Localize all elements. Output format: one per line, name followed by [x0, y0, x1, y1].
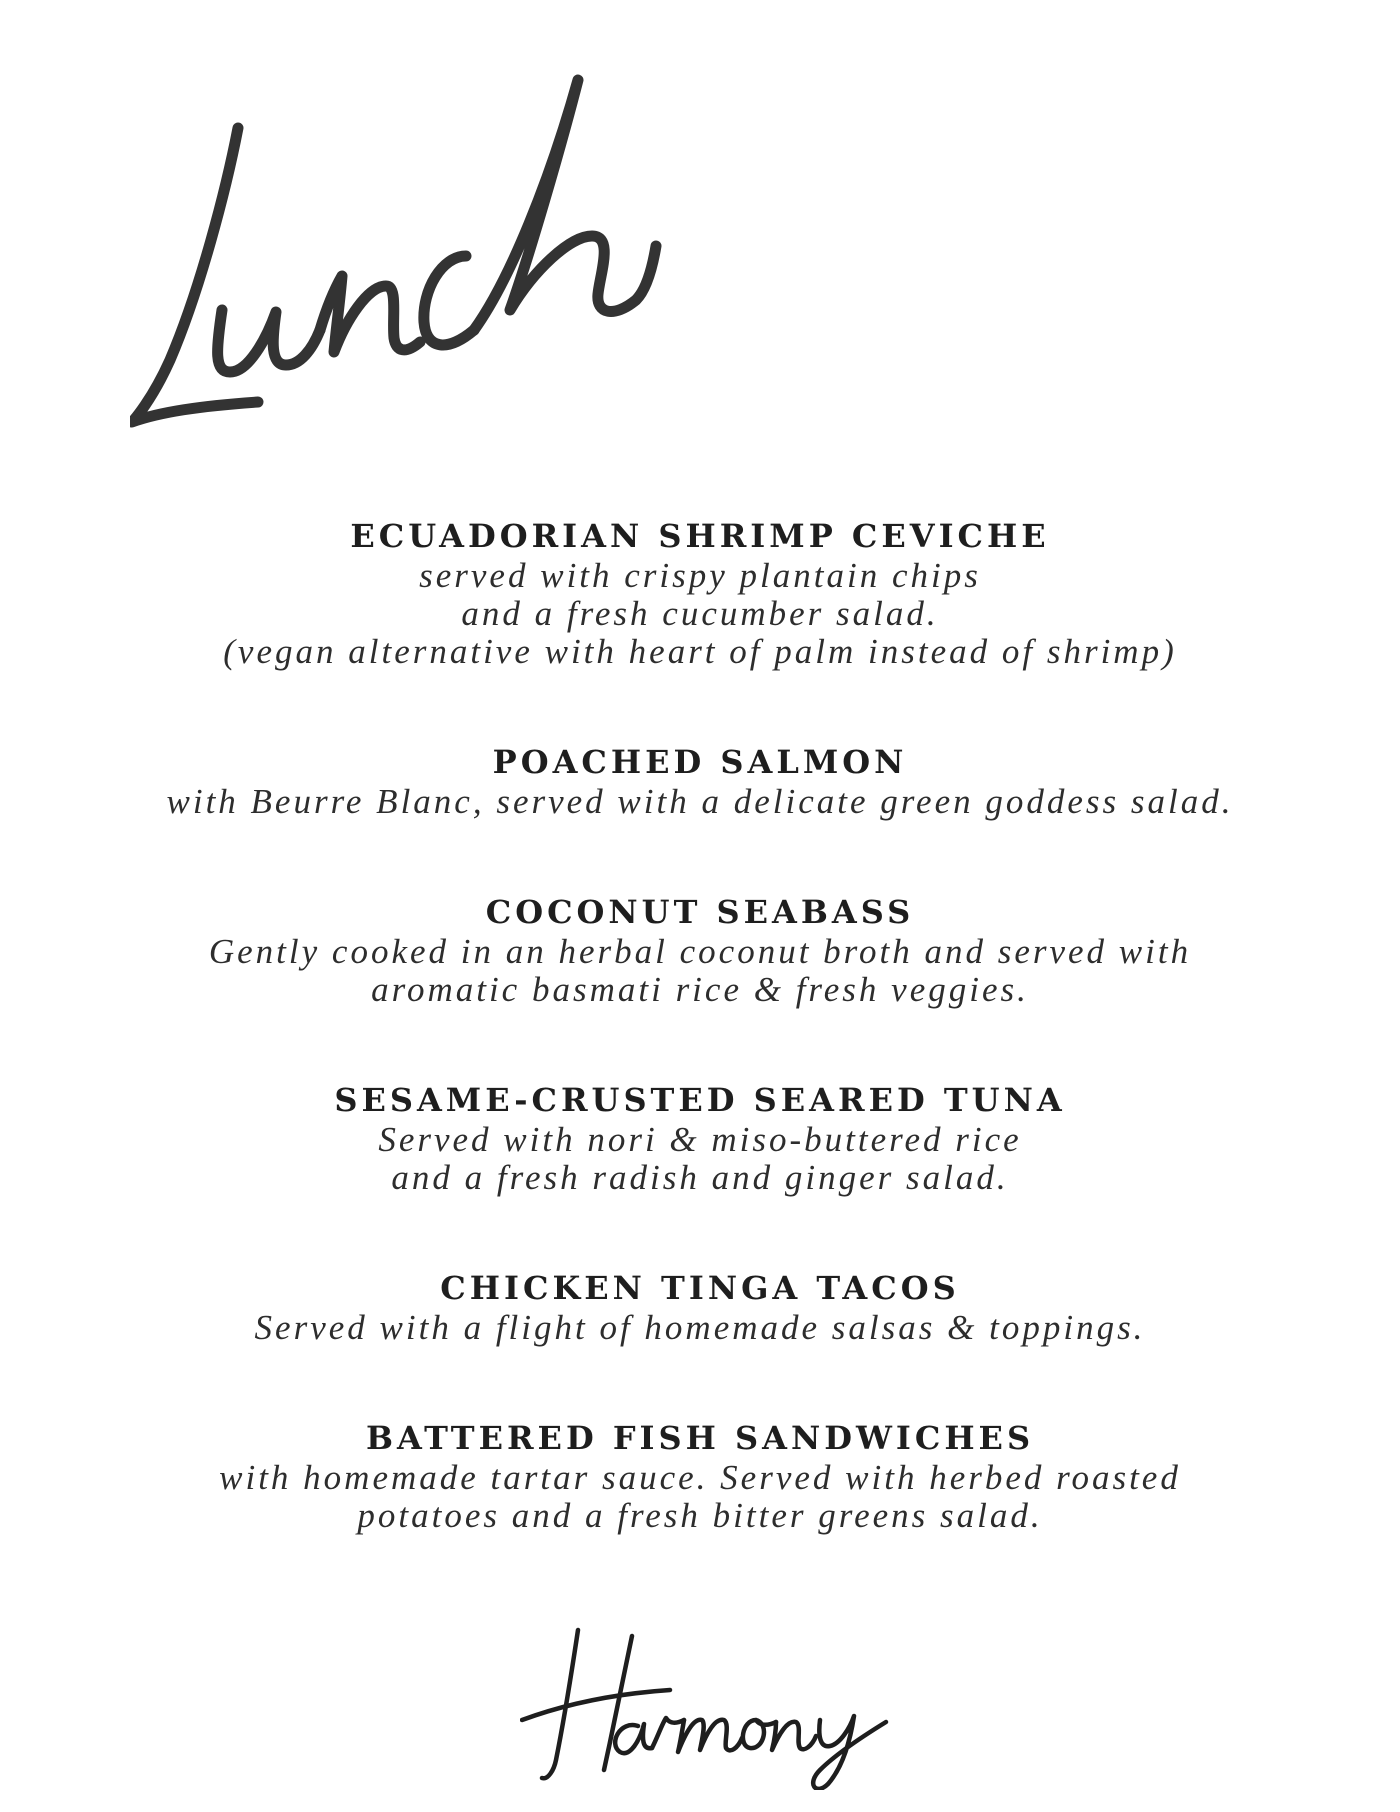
menu-list [0, 515, 1400, 1535]
menu-item-description: Served with nori & miso-buttered rice [378, 1120, 1022, 1159]
menu-item-name: SESAME-CRUSTED SEARED TUNA [334, 1081, 1066, 1119]
lunch-script-title [130, 60, 770, 500]
menu-item-description: Gently cooked in an herbal coconut broth and served with [208, 932, 1192, 971]
menu-item [0, 891, 1400, 1009]
menu-item-name: POACHED SALMON [492, 743, 908, 781]
menu-item-description: aromatic basmati rice & fresh veggies. [371, 970, 1029, 1009]
menu-item-name: ECUADORIAN SHRIMP CEVICHE [350, 517, 1050, 555]
menu-item [0, 1417, 1400, 1535]
menu-item [0, 1267, 1400, 1347]
menu-item-description: Served with a flight of homemade salsas & toppings. [254, 1308, 1146, 1347]
menu-item-description: potatoes and a fresh bitter greens salad. [357, 1496, 1043, 1535]
menu-item-description: with Beurre Blanc, served with a delicate green goddess salad. [166, 782, 1234, 821]
menu-item-description: (vegan alternative with heart of palm instead of shrimp) [223, 632, 1177, 671]
menu-item-name: COCONUT SEABASS [485, 893, 915, 931]
menu-item-name: BATTERED FISH SANDWICHES [365, 1419, 1035, 1457]
menu-item [0, 1079, 1400, 1197]
menu-item [0, 515, 1400, 671]
menu-item-name: CHICKEN TINGA TACOS [440, 1269, 960, 1307]
menu-item-description: with homemade tartar sauce. Served with herbed roasted [219, 1458, 1181, 1497]
menu-item-description: and a fresh cucumber salad. [461, 594, 939, 633]
menu-item [0, 741, 1400, 821]
harmony-signature [520, 1620, 900, 1790]
menu-item-description: served with crispy plantain chips [419, 556, 981, 595]
menu-item-description: and a fresh radish and ginger salad. [391, 1158, 1009, 1197]
